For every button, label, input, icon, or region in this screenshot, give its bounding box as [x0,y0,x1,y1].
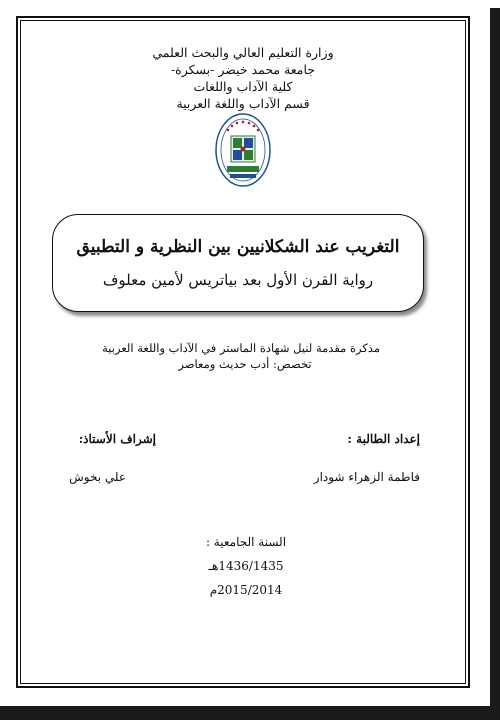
specialty-line: تخصص: أدب حديث ومعاصر [178,357,312,371]
supervisor-label: إشراف الأستاذ: [78,432,156,446]
department-line: قسم الآداب واللغة العربية [176,96,310,111]
academic-year-gregorian: 2015/2014م [209,583,283,597]
ministry-line: وزارة التعليم العالي والبحث العلمي [152,45,334,60]
university-line: جامعة محمد خيضر -بسكرة- [170,62,316,77]
faculty-line: كلية الآداب واللغات [193,79,293,94]
student-name: فاطمة الزهراء شودار [313,470,420,484]
page-shadow-bottom [0,706,500,720]
academic-year-hijri: 1436/1435هـ [208,559,284,573]
supervisor-name: علي بخوش [69,470,126,484]
thesis-title: التغريب عند الشكلانيين بين النظرية و التطبيق [76,237,400,257]
degree-line: مذكرة مقدمة لنيل شهادة الماستر في الآداب واللغة العربية [102,341,380,355]
thesis-title-box [52,214,424,312]
university-emblem-icon [214,112,272,192]
institution-header [100,44,386,112]
degree-note [102,340,380,372]
academic-year-label: السنة الجامعية : [205,535,287,549]
academic-year-block [196,530,296,602]
page-shadow-right [490,8,500,720]
student-label: إعداد الطالبة : [347,432,420,446]
thesis-subtitle: رواية القرن الأول بعد بياتريس لأمين معلوف [102,271,374,289]
